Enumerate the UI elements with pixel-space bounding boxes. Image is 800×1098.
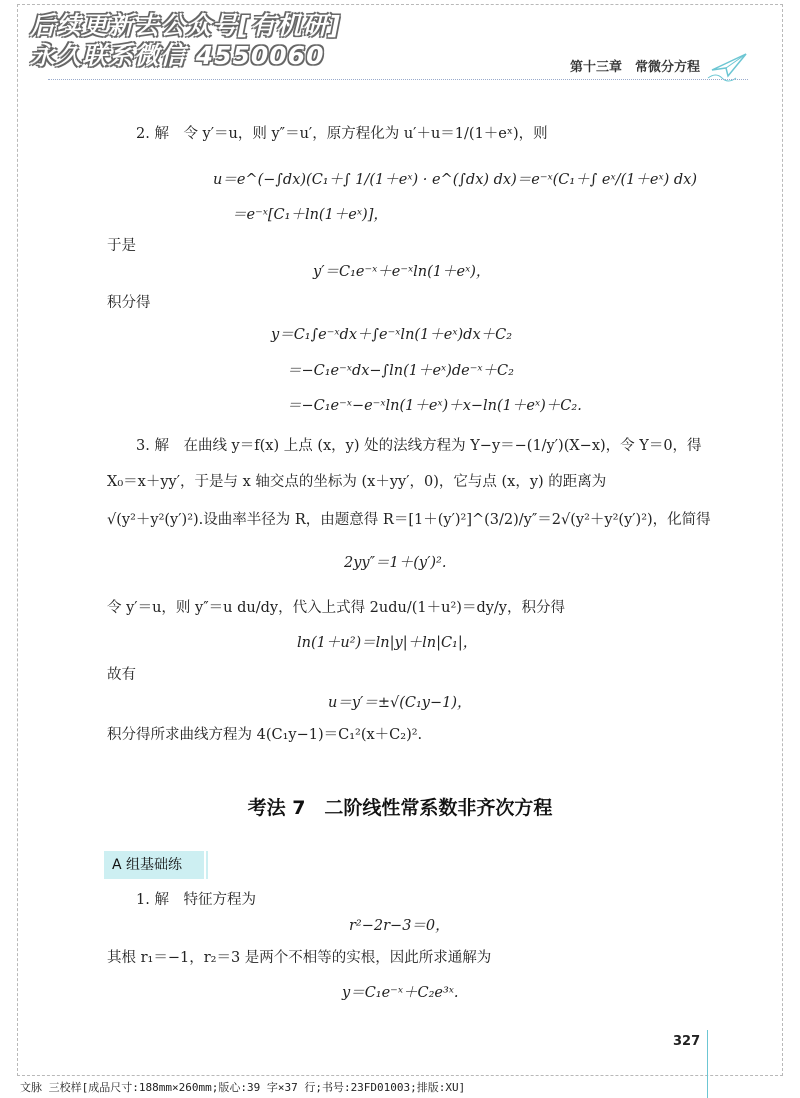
p3-line-2: X₀＝x＋yy′，于是与 x 轴交点的坐标为 (x＋yy′，0)，它与点 (x，y) 的距离为 [107,474,607,490]
p3-formula-u: u＝y′＝±√(C₁y−1)， [328,695,472,711]
p2-formula-y2: ＝−C₁e⁻ˣdx−∫ln(1＋eˣ)de⁻ˣ＋C₂ [287,363,514,379]
page-number-bar [707,1030,708,1098]
p3-line-1: 3. 解 在曲线 y＝f(x) 上点 (x，y) 处的法线方程为 Y−y＝−(1/y′)(X−x)，令 Y＝0，得 [136,438,702,454]
header-divider [48,79,748,80]
p2-formula-y1: y＝C₁∫e⁻ˣdx＋∫e⁻ˣln(1＋eˣ)dx＋C₂ [271,327,513,343]
p2-text-jifen: 积分得 [107,295,151,311]
p1-formula-solution: y＝C₁e⁻ˣ＋C₂e³ˣ. [342,985,459,1001]
footer-proof-info: 文脉 三校样[成品尺寸:188mm×260mm;版心:39 字×37 行;书号:23FD01003;排版:XU] [20,1081,466,1094]
p2-text-yushi: 于是 [107,238,136,254]
group-badge: A 组基础练 [104,851,202,879]
p2-formula-u-result: ＝e⁻ˣ[C₁＋ln(1＋eˣ)]， [232,207,388,223]
p1-formula-char: r²−2r−3＝0， [349,918,450,934]
section-title: 考法 7 二阶线性常系数非齐次方程 [247,797,553,819]
watermark-line-1: 后续更新去公众号[有机研] [30,11,341,40]
p3-line-5: 令 y′＝u，则 y″＝u du/dy，代入上式得 2udu/(1＋u²)＝dy/y，积分得 [107,600,565,616]
watermark-line-2: 永久联系微信 4550060 [30,41,325,70]
p2-formula-y3: ＝−C₁e⁻ˣ−e⁻ˣln(1＋eˣ)＋x−ln(1＋eˣ)＋C₂. [287,398,582,414]
p3-line-3: √(y²＋y²(y′)²).设曲率半径为 R，由题意得 R＝[1＋(y′)²]^(3/2)/y″＝2√(y²＋y²(y′)²)，化简得 [107,512,711,528]
p1-line-3: 其根 r₁＝−1，r₂＝3 是两个不相等的实根，因此所求通解为 [107,950,492,966]
p3-formula-ln: ln(1＋u²)＝ln|y|＋ln|C₁|， [297,635,478,651]
page-number: 327 [673,1034,701,1049]
p2-formula-u: u＝e^(−∫dx)(C₁＋∫ 1/(1＋eˣ) · e^(∫dx) dx)＝e⁻ˣ(C₁＋∫ eˣ/(1＋eˣ) dx) [213,172,697,188]
p2-line-1: 2. 解 令 y′＝u，则 y″＝u′，原方程化为 u′＋u＝1/(1＋eˣ)，则 [136,126,548,142]
p3-formula-ode: 2yy″＝1＋(y′)². [344,555,447,571]
p3-text-guyou: 故有 [107,667,136,683]
chapter-header: 第十三章 常微分方程 [570,60,701,75]
p3-line-9: 积分得所求曲线方程为 4(C₁y−1)＝C₁²(x＋C₂)². [107,727,423,743]
p1-line-1: 1. 解 特征方程为 [136,892,256,908]
p2-formula-yprime: y′＝C₁e⁻ˣ＋e⁻ˣln(1＋eˣ)， [313,264,491,280]
